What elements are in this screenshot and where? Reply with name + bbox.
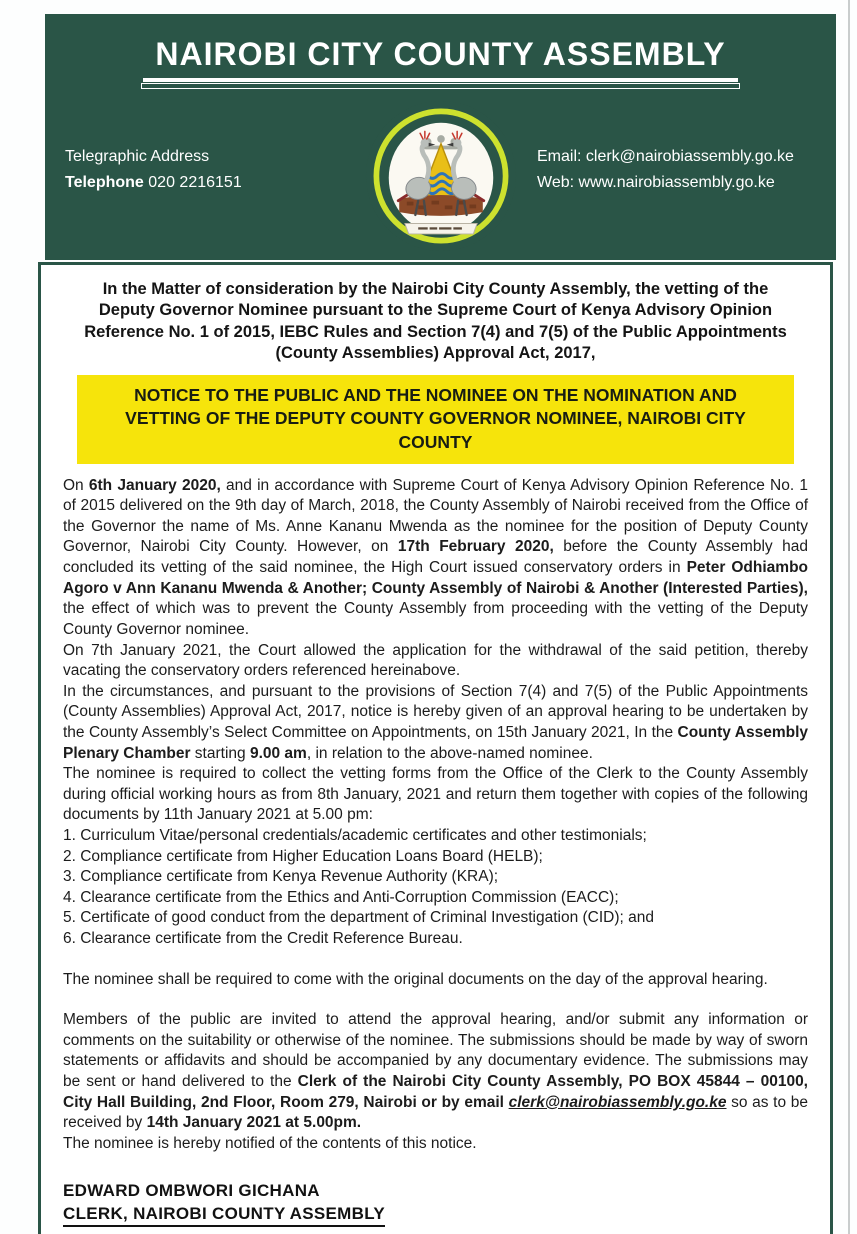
required-documents-list	[63, 826, 808, 950]
web-line: Web: www.nairobiassembly.go.ke	[537, 173, 775, 191]
list-item: 2. Compliance certificate from Higher Education Loans Board (HELB);	[63, 847, 543, 865]
assembly-crest-logo	[365, 100, 517, 252]
paragraph-public-invitation: Members of the public are invited to attend the approval hearing, and/or submit any information or comments on the suitability or otherwise of the nominee. The submissions should be made by way of sworn statements or affidavits and should be accompanied by any documentary evidence. The submissions may be sent or hand delivered to the Clerk of the Nairobi City County Assembly, PO BOX 45844 – 00100, City Hall Building, 2nd Floor, Room 279, Nairobi or by email clerk@nairobiassembly.go.ke so as to be received by 14th January 2021 at 5.00pm.	[63, 1011, 808, 1132]
spacer	[63, 990, 808, 1010]
crest-motto-text-marks	[418, 227, 462, 229]
letterhead-title-wrap	[45, 14, 836, 82]
spacer	[63, 950, 808, 970]
email-line: Email: clerk@nairobiassembly.go.ke	[537, 148, 794, 165]
paragraph-vetting-forms: The nominee is required to collect the vetting forms from the Office of the Clerk to the County Assembly during official working hours as from 8th January, 2021 and return them together with copies of the following documents by 11th January 2021 at 5.00 pm:	[63, 765, 808, 824]
scan-edge-line	[848, 0, 850, 1234]
paragraph-original-documents: The nominee shall be required to come with the original documents on the day of the approval hearing.	[63, 970, 768, 988]
assembly-title: NAIROBI CITY COUNTY ASSEMBLY	[143, 36, 737, 82]
telephone-number: 020 2216151	[148, 173, 242, 191]
paragraph-chronology-1: On 6th January 2020, and in accordance with Supreme Court of Kenya Advisory Opinion Reference No. 1 of 2015 delivered on the 9th day of March, 2018, the County Assembly of Nairobi received from the Office of the Governor the name of Ms. Anne Kananu Mwenda as the nominee for the position of Deputy County Governor, Nairobi City County. However, on 17th February 2020, before the County Assembly had concluded its vetting of the said nominee, the High Court issued conservatory orders in Peter Odhiambo Agoro v Ann Kananu Mwenda & Another; County Assembly of Nairobi & Another (Interested Parties), the effect of which was to prevent the County Assembly from proceeding with the vetting of the Deputy County Governor nominee.	[63, 476, 809, 638]
letterhead-banner	[45, 14, 836, 260]
telephone-label: Telephone	[65, 173, 144, 191]
signature-block	[63, 1181, 808, 1227]
list-item: 1. Curriculum Vitae/personal credentials/academic certificates and other testimonials;	[63, 826, 647, 844]
list-item: 6. Clearance certificate from the Credit Reference Bureau.	[63, 930, 463, 948]
paragraph-nominee-notified: The nominee is hereby notified of the contents of this notice.	[63, 1134, 477, 1152]
notice-text	[63, 476, 808, 1155]
notice-heading: NOTICE TO THE PUBLIC AND THE NOMINEE ON THE NOMINATION AND VETTING OF THE DEPUTY COUNTY GOVERNOR NOMINEE, NAIROBI CITY COUNTY	[77, 375, 794, 464]
list-item: 4. Clearance certificate from the Ethics and Anti-Corruption Commission (EACC);	[63, 888, 619, 906]
case-intro-paragraph: In the Matter of consideration by the Nairobi City County Assembly, the vetting of the Deputy Governor Nominee pursuant to the Supreme Court of Kenya Advisory Opinion Reference No. 1 of 2015, IEBC Rules and Section 7(4) and 7(5) of the Public Appointments (County Assemblies) Approval Act, 2017,	[84, 280, 787, 363]
signatory-title: CLERK, NAIROBI COUNTY ASSEMBLY	[63, 1204, 385, 1227]
contact-block-right	[537, 144, 794, 195]
telegraphic-address-label: Telegraphic Address	[65, 148, 210, 165]
paragraph-withdrawal: On 7th January 2021, the Court allowed the application for the withdrawal of the said petition, thereby vacating the conservatory orders referenced hereinabove.	[63, 641, 808, 680]
contact-block-left	[65, 144, 242, 195]
paragraph-hearing-notice: In the circumstances, and pursuant to the provisions of Section 7(4) and 7(5) of the Public Appointments (County Assemblies) Approval Act, 2017, notice is hereby given of an approval hearing to be undertaken by the County Assembly’s Select Committee on Appointments, on 15th January 2021, In the County Assembly Plenary Chamber starting 9.00 am, in relation to the above-named nominee.	[63, 682, 808, 762]
telephone-line	[65, 170, 242, 196]
list-item: 3. Compliance certificate from Kenya Revenue Authority (KRA);	[63, 868, 499, 886]
signatory-name: EDWARD OMBWORI GICHANA	[63, 1180, 320, 1200]
list-item: 5. Certificate of good conduct from the department of Criminal Investigation (CID); and	[63, 909, 655, 927]
notice-body-box	[38, 262, 833, 1234]
